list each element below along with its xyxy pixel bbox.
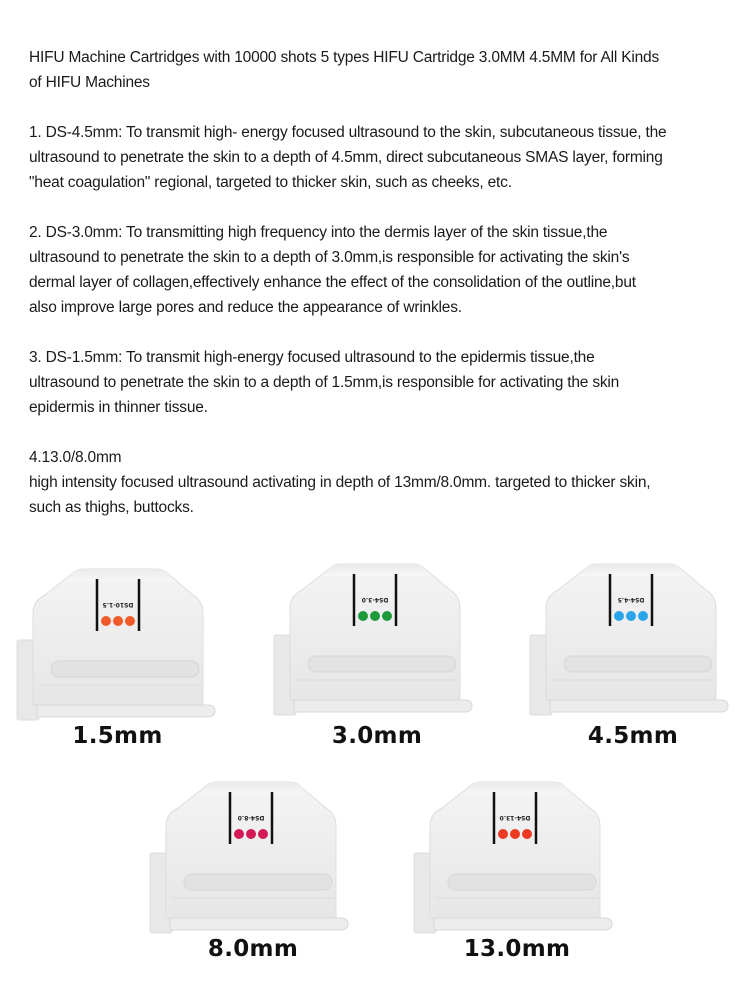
indicator-dot <box>614 611 624 621</box>
description-title <box>29 45 734 95</box>
indicator-dot <box>113 616 123 626</box>
description-item-1 <box>29 120 734 195</box>
text-line: ultrasound to penetrate the skin to a depth of 4.5mm, direct subcutaneous SMAS layer, forming <box>29 149 663 166</box>
cartridge-code: DS4-4.5 <box>617 596 645 603</box>
indicator-dot <box>234 829 244 839</box>
cartridge-1-5mm <box>15 565 220 755</box>
cartridge-code: DS10-1.5 <box>102 601 134 608</box>
indicator-dot <box>510 829 520 839</box>
cartridge-label: 13.0mm <box>463 936 571 962</box>
cartridge-code: DS4-13.0 <box>499 814 531 821</box>
text-line: also improve large pores and reduce the appearance of wrinkles. <box>29 299 462 316</box>
text-line: high intensity focused ultrasound activating in depth of 13mm/8.0mm. targeted to thicker skin, <box>29 474 651 491</box>
indicator-dot <box>258 829 268 839</box>
indicator-dot <box>358 611 368 621</box>
text-line: 2. DS-3.0mm: To transmitting high frequency into the dermis layer of the skin tissue,the <box>29 224 608 241</box>
text-line: ultrasound to penetrate the skin to a depth of 3.0mm,is responsible for activating the skin's <box>29 249 630 266</box>
text-line: 1. DS-4.5mm: To transmit high- energy focused ultrasound to the skin, subcutaneous tissue, the <box>29 124 667 141</box>
text-line: dermal layer of collagen,effectively enhance the effect of the consolidation of the outline,but <box>29 274 636 291</box>
indicator-dot <box>125 616 135 626</box>
cartridge-13-0mm <box>412 778 622 978</box>
cartridge-label: 8.0mm <box>207 936 299 962</box>
text-line: 4.13.0/8.0mm <box>29 449 122 466</box>
text-line: "heat coagulation" regional, targeted to thicker skin, such as cheeks, etc. <box>29 174 512 191</box>
indicator-dot <box>382 611 392 621</box>
indicator-dot <box>246 829 256 839</box>
text-line: such as thighs, buttocks. <box>29 499 194 516</box>
product-description <box>29 45 734 520</box>
cartridge-label: 4.5mm <box>587 723 679 749</box>
cartridge-8-0mm <box>148 778 358 978</box>
cartridge-4-5mm <box>528 560 738 755</box>
text-line: epidermis in thinner tissue. <box>29 399 208 416</box>
indicator-dot <box>522 829 532 839</box>
description-item-4 <box>29 445 734 520</box>
cartridge-code: DS4-8.0 <box>237 814 265 821</box>
text-line: ultrasound to penetrate the skin to a depth of 1.5mm,is responsible for activating the skin <box>29 374 620 391</box>
cartridge-label: 3.0mm <box>331 723 423 749</box>
indicator-dot <box>101 616 111 626</box>
description-item-2 <box>29 220 734 320</box>
text-line: HIFU Machine Cartridges with 10000 shots 5 types HIFU Cartridge 3.0MM 4.5MM for All Kinds <box>29 49 659 66</box>
text-line: 3. DS-1.5mm: To transmit high-energy focused ultrasound to the epidermis tissue,the <box>29 349 595 366</box>
text-line: of HIFU Machines <box>29 74 150 91</box>
indicator-dot <box>370 611 380 621</box>
cartridge-3-0mm <box>272 560 482 755</box>
indicator-dot <box>638 611 648 621</box>
cartridge-label: 1.5mm <box>72 723 163 749</box>
indicator-dot <box>498 829 508 839</box>
cartridge-code: DS4-3.0 <box>361 596 389 603</box>
indicator-dot <box>626 611 636 621</box>
description-item-3 <box>29 345 734 420</box>
